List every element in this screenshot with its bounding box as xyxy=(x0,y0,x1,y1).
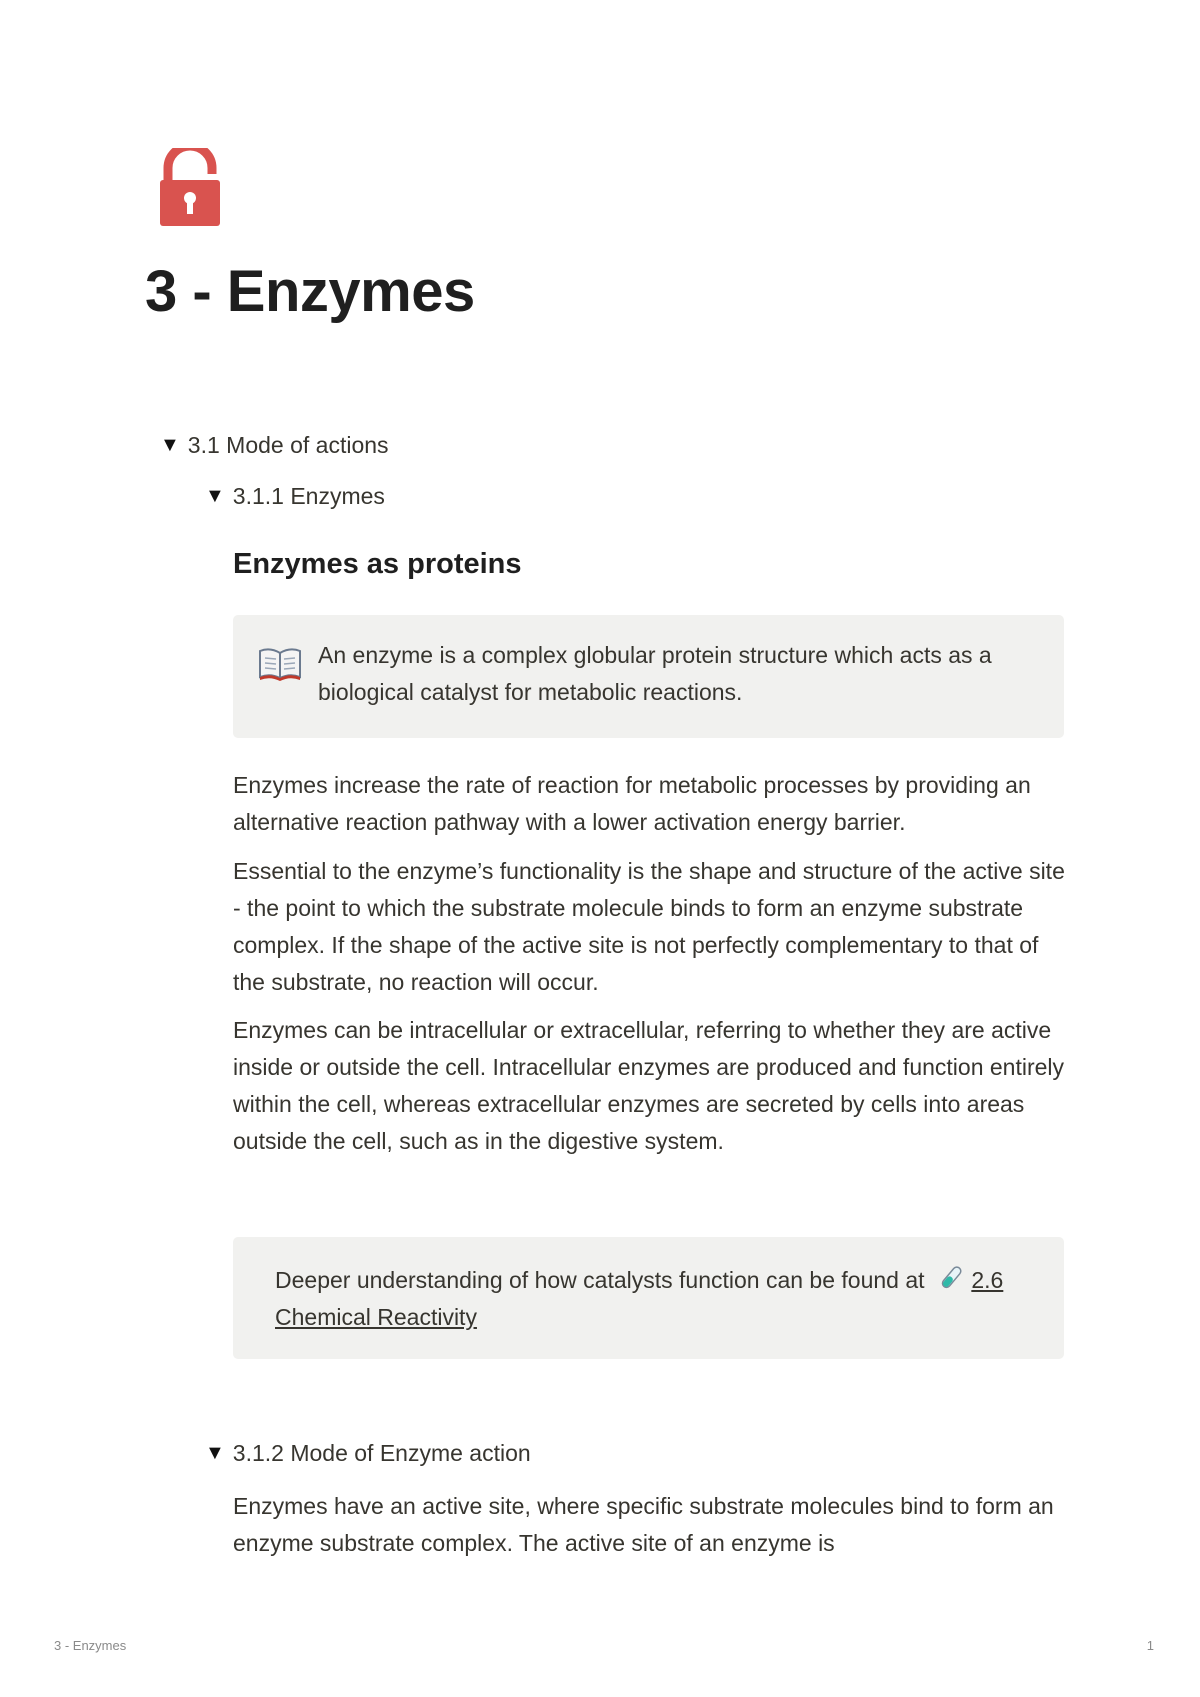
page-number: 1 xyxy=(1146,1638,1154,1653)
page-title: 3 - Enzymes xyxy=(145,259,475,324)
toggle-label: 3.1.1 Enzymes xyxy=(232,483,385,509)
toggle-label: 3.1.2 Mode of Enzyme action xyxy=(232,1440,531,1466)
paragraph: Enzymes increase the rate of reaction for metabolic processes by providing an alternative reaction pathway with a lower activation energy barrier. xyxy=(233,772,1031,835)
toggle-label: 3.1 Mode of actions xyxy=(187,432,389,458)
chemical-reactivity-link[interactable]: 2.6 Chemical Reactivity xyxy=(275,1267,1004,1330)
toggle-mode-of-enzyme-action[interactable] xyxy=(205,1440,531,1467)
open-book-icon xyxy=(258,645,302,681)
section-heading: Enzymes as proteins xyxy=(233,548,522,580)
triangle-down-icon[interactable]: ▼ xyxy=(205,485,225,507)
paragraph: Essential to the enzyme’s functionality is the shape and structure of the active site - the point to which the substrate molecule binds to form an enzyme substrate complex. If the shape of the active site is not perfectly complementary to that of the substrate, no reaction will occur. xyxy=(233,858,1065,995)
footer-title: 3 - Enzymes xyxy=(54,1638,127,1653)
paragraph: Enzymes have an active site, where specific substrate molecules bind to form an enzyme substrate complex. The active site of an enzyme is xyxy=(233,1493,1054,1556)
toggle-mode-of-actions[interactable] xyxy=(160,432,389,459)
paragraph: Enzymes can be intracellular or extracellular, referring to whether they are active inside or outside the cell. Intracellular enzymes are produced and function entirely within the cell, whereas extracellular enzymes are secreted by cells into areas outside the cell, such as in the digestive system. xyxy=(233,1017,1065,1154)
toggle-enzymes[interactable] xyxy=(205,483,385,510)
triangle-down-icon[interactable]: ▼ xyxy=(205,1442,225,1464)
unlocked-padlock-icon xyxy=(160,148,220,226)
callout-text: An enzyme is a complex globular protein structure which acts as a biological catalyst for metabolic reactions. xyxy=(318,642,992,705)
link-callout xyxy=(233,1237,1064,1359)
definition-callout xyxy=(233,615,1064,738)
callout-text: Deeper understanding of how catalysts function can be found at xyxy=(275,1267,925,1293)
triangle-down-icon[interactable]: ▼ xyxy=(160,434,180,456)
test-tube-icon xyxy=(937,1265,965,1291)
